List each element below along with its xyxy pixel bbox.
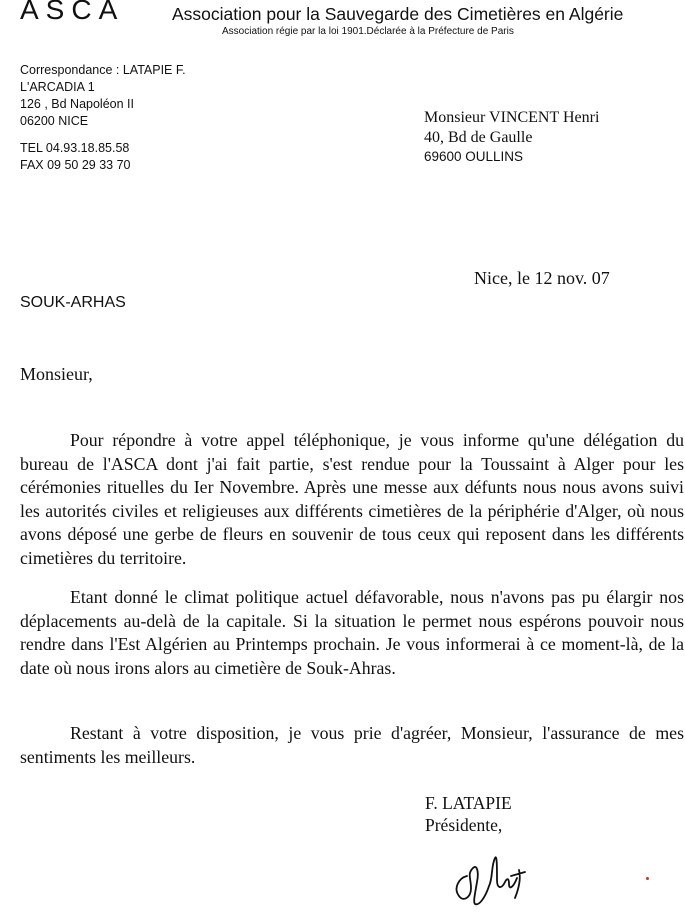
body-paragraph: Pour répondre à votre appel téléphonique, je vous informe qu'une délégation du bureau de l'ASCA dont j'ai fait partie, s'est rendue pour la Toussaint à Alger pour les cérémonies rituelles du Ier Novembre. Après une messe aux défunts nous nous avons suivi les autorités civiles et religieuses aux différents cimetières de la périphérie d'Alger, où nous avons déposé une gerbe de fleurs en souvenir de tous ceux qui reposent dans les différents cimetières du territoire. [20, 430, 684, 568]
sender-tel: TEL 04.93.18.85.58 [20, 141, 130, 155]
sender-line: L'ARCADIA 1 [20, 80, 95, 94]
signer-title: Présidente, [425, 815, 503, 835]
signer-block [425, 792, 512, 836]
recipient-address [424, 108, 599, 167]
salutation: Monsieur, [20, 364, 93, 384]
date-line: Nice, le 12 nov. 07 [474, 268, 610, 288]
ink-mark [646, 877, 649, 880]
recipient-city: 69600 OULLINS [424, 149, 524, 164]
sender-fax: FAX 09 50 29 33 70 [20, 158, 131, 172]
sender-line: Correspondance : LATAPIE F. [20, 63, 186, 77]
association-name: Association pour la Sauvegarde des Cimetières en Algérie [172, 4, 624, 24]
recipient-street: 40, Bd de Gaulle [424, 128, 533, 146]
registration-note: Association régie par la loi 1901.Déclarée à la Préfecture de Paris [222, 26, 514, 37]
logo-text: ASCA [20, 0, 125, 25]
signer-name: F. LATAPIE [425, 793, 512, 813]
body-paragraph: Restant à votre disposition, je vous prie d'agréer, Monsieur, l'assurance de mes sentiments les meilleurs. [20, 723, 684, 767]
sender-line: 06200 NICE [20, 114, 89, 128]
sender-line: 126 , Bd Napoléon II [20, 97, 134, 111]
subject-line: SOUK-ARHAS [20, 294, 126, 311]
recipient-name: Monsieur VINCENT Henri [424, 109, 600, 126]
body-paragraph: Etant donné le climat politique actuel défavorable, nous n'avons pas pu élargir nos déplacements au-delà de la capitale. Si la situation le permet nous espérons pouvoir nous rendre dans l'Est Algérien au Printemps prochain. Je vous informerai à ce moment-là, de la date où nous irons alors au cimetière de Souk-Ahras. [20, 587, 684, 678]
sender-address [20, 62, 186, 174]
handwritten-signature [445, 848, 535, 908]
